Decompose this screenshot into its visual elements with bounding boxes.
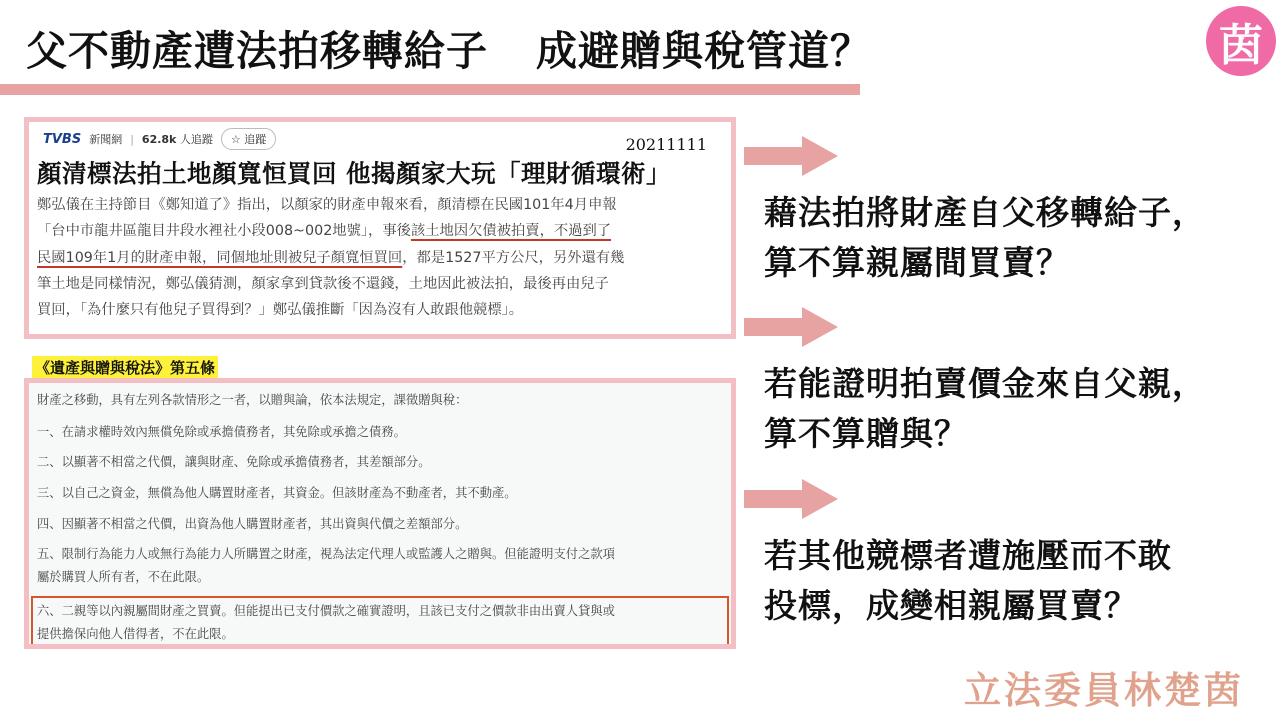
question-1-line-2: 算不算親屬間買賣？ — [764, 243, 1070, 282]
news-line-2: 「台中市龍井區龍目井段水裡社小段008~002地號」，事後該土地因欠債被拍賣，不過到了 — [37, 223, 612, 240]
question-1 — [764, 188, 1206, 288]
question-1-line-1: 藉法拍將財產自父移轉給子， — [764, 193, 1206, 232]
question-3-line-1: 若其他競標者遭施壓而不敢 — [764, 536, 1172, 575]
law-row-5b: 屬於購買人所有者，不在此限。 — [37, 570, 210, 584]
page-title — [26, 18, 872, 77]
news-line-4: 筆土地是同樣情況，鄭弘儀猜測，顏家拿到貸款後不還錢，土地因此被法拍，最後再由兒子 — [37, 275, 609, 292]
tvbs-logo: TVBS — [43, 131, 82, 147]
news-line-3: 民國109年1月的財產申報，同個地址則被兒子顏寬恒買回，都是1527平方公尺，另外還有幾 — [37, 249, 625, 266]
law-row-4: 四、因顯著不相當之代價，出資為他人購置財產者，其出資與代價之差額部分。 — [37, 517, 468, 531]
question-2-line-2: 算不算贈與？ — [764, 414, 968, 453]
title-part-1: 父不動產遭法拍移轉給子 — [26, 27, 488, 75]
arrow-right-icon — [744, 134, 840, 178]
question-2-line-1: 若能證明拍賣價金來自父親， — [764, 364, 1206, 403]
law-row-5a: 五、限制行為能力人或無行為能力人所購置之財產，視為法定代理人或監護人之贈與。但能證明支付之款項 — [37, 547, 615, 561]
legislator-logo: 茵 — [1206, 6, 1276, 76]
title-part-2: 成避贈與稅管道？ — [536, 27, 872, 75]
legislator-name: 立法委員林楚茵 — [964, 668, 1244, 712]
news-screenshot-panel — [24, 117, 736, 339]
news-body — [37, 192, 727, 323]
divider: | — [130, 132, 134, 146]
news-headline: 顏清標法拍土地顏寬恒買回 他揭顏家大玩「理財循環術」 — [37, 159, 672, 188]
news-source-bar — [43, 128, 276, 150]
law-row-1: 一、在請求權時效內無償免除或承擔債務者，其免除或承擔之債務。 — [37, 425, 406, 439]
law-row-2: 二、以顯著不相當之代價，讓與財產、免除或承擔債務者，其差額部分。 — [37, 455, 431, 469]
underlined-text: 該土地因欠債被拍賣，不過到了 — [410, 223, 612, 240]
law-row-6b: 提供擔保向他人借得者，不在此限。 — [37, 627, 234, 641]
law-text-panel — [24, 378, 736, 649]
follow-button[interactable]: ☆ 追蹤 — [221, 128, 276, 150]
question-2 — [764, 359, 1206, 459]
news-line-1: 鄭弘儀在主持節目《鄭知道了》指出，以顏家的財產申報來看，顏清標在民國101年4月申報 — [37, 197, 617, 213]
law-row-3: 三、以自己之資金，無償為他人購置財產者，其資金。但該財產為不動產者，其不動產。 — [37, 486, 517, 500]
follower-count: 62.8k 人追蹤 — [141, 133, 213, 146]
law-label: 《遺產與贈與稅法》第五條 — [32, 356, 218, 379]
news-network-name: 新聞網 — [89, 133, 123, 146]
question-3-line-2: 投標，成變相親屬買賣？ — [764, 586, 1138, 625]
law-row-intro: 財產之移動，具有左列各款情形之一者，以贈與論，依本法規定，課徵贈與稅： — [37, 393, 468, 407]
title-underline-bar — [0, 84, 860, 95]
arrow-right-icon — [744, 477, 840, 521]
news-date: 20211111 — [625, 135, 707, 154]
question-3 — [764, 531, 1172, 631]
law-row-6a: 六、二親等以內親屬間財產之買賣。但能提出已支付價款之確實證明，且該已支付之價款非由出賣人貸與或 — [37, 604, 615, 618]
news-line-5: 買回，「為什麼只有他兒子買得到？」鄭弘儀推斷「因為沒有人敢跟他競標」。 — [37, 302, 524, 319]
arrow-right-icon — [744, 305, 840, 349]
underlined-text: 民國109年1月的財產申報，同個地址則被兒子顏寬恒買回 — [37, 249, 403, 266]
